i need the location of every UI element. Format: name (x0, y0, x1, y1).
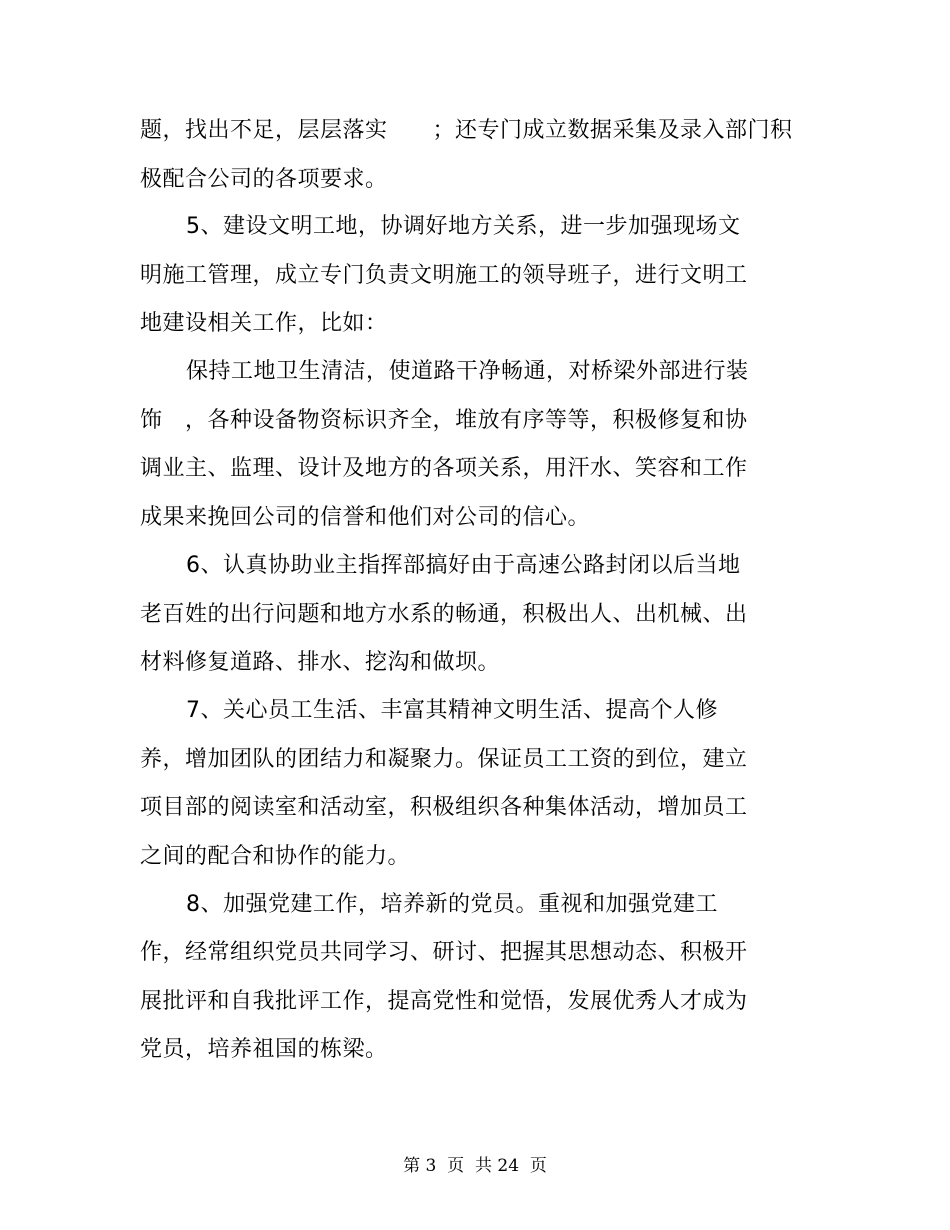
text-line-15: 项目部的阅读室和活动室，积极组织各种集体活动，增加员工 (140, 795, 748, 820)
text-line-19: 展批评和自我批评工作，提高党性和觉悟，发展优秀人才成为 (140, 989, 748, 1014)
text-line-18: 作，经常组织党员共同学习、研讨、把握其思想动态、积极开 (140, 940, 748, 965)
text-line-9: 成果来挽回公司的信誉和他们对公司的信心。 (140, 505, 591, 530)
text-line-7: 饰 ，各种设备物资标识齐全，堆放有序等等，积极修复和协 (140, 408, 748, 433)
text-line-17: 8、加强党建工作，培养新的党员。重视和加强党建工 (186, 892, 718, 917)
text-line-10: 6、认真协助业主指挥部搞好由于高速公路封闭以后当地 (186, 553, 741, 578)
text-line-14: 养，增加团队的团结力和凝聚力。保证员工工资的到位，建立 (140, 747, 748, 772)
text-line-2: 极配合公司的各项要求。 (140, 167, 388, 192)
text-line-12: 材料修复道路、排水、挖沟和做坝。 (140, 650, 501, 675)
text-line-6: 保持工地卫生清洁，使道路干净畅通，对桥梁外部进行装 (186, 359, 749, 384)
text-line-8: 调业主、监理、设计及地方的各项关系，用汗水、笑容和工作 (140, 456, 748, 481)
text-line-13: 7、关心员工生活、丰富其精神文明生活、提高个人修 (186, 698, 718, 723)
text-line-3: 5、建设文明工地，协调好地方关系，进一步加强现场文 (186, 214, 741, 239)
text-line-1: 题，找出不足，层层落实 ；还专门成立数据采集及录入部门积 (140, 118, 793, 143)
page-number-footer: 第 3 页 共 24 页 (403, 1156, 547, 1176)
text-line-5: 地建设相关工作，比如： (140, 311, 388, 336)
text-line-4: 明施工管理，成立专门负责文明施工的领导班子，进行文明工 (140, 263, 748, 288)
text-line-11: 老百姓的出行问题和地方水系的畅通，积极出人、出机械、出 (140, 602, 748, 627)
text-line-20: 党员，培养祖国的栋梁。 (140, 1037, 388, 1062)
text-line-16: 之间的配合和协作的能力。 (140, 844, 411, 869)
